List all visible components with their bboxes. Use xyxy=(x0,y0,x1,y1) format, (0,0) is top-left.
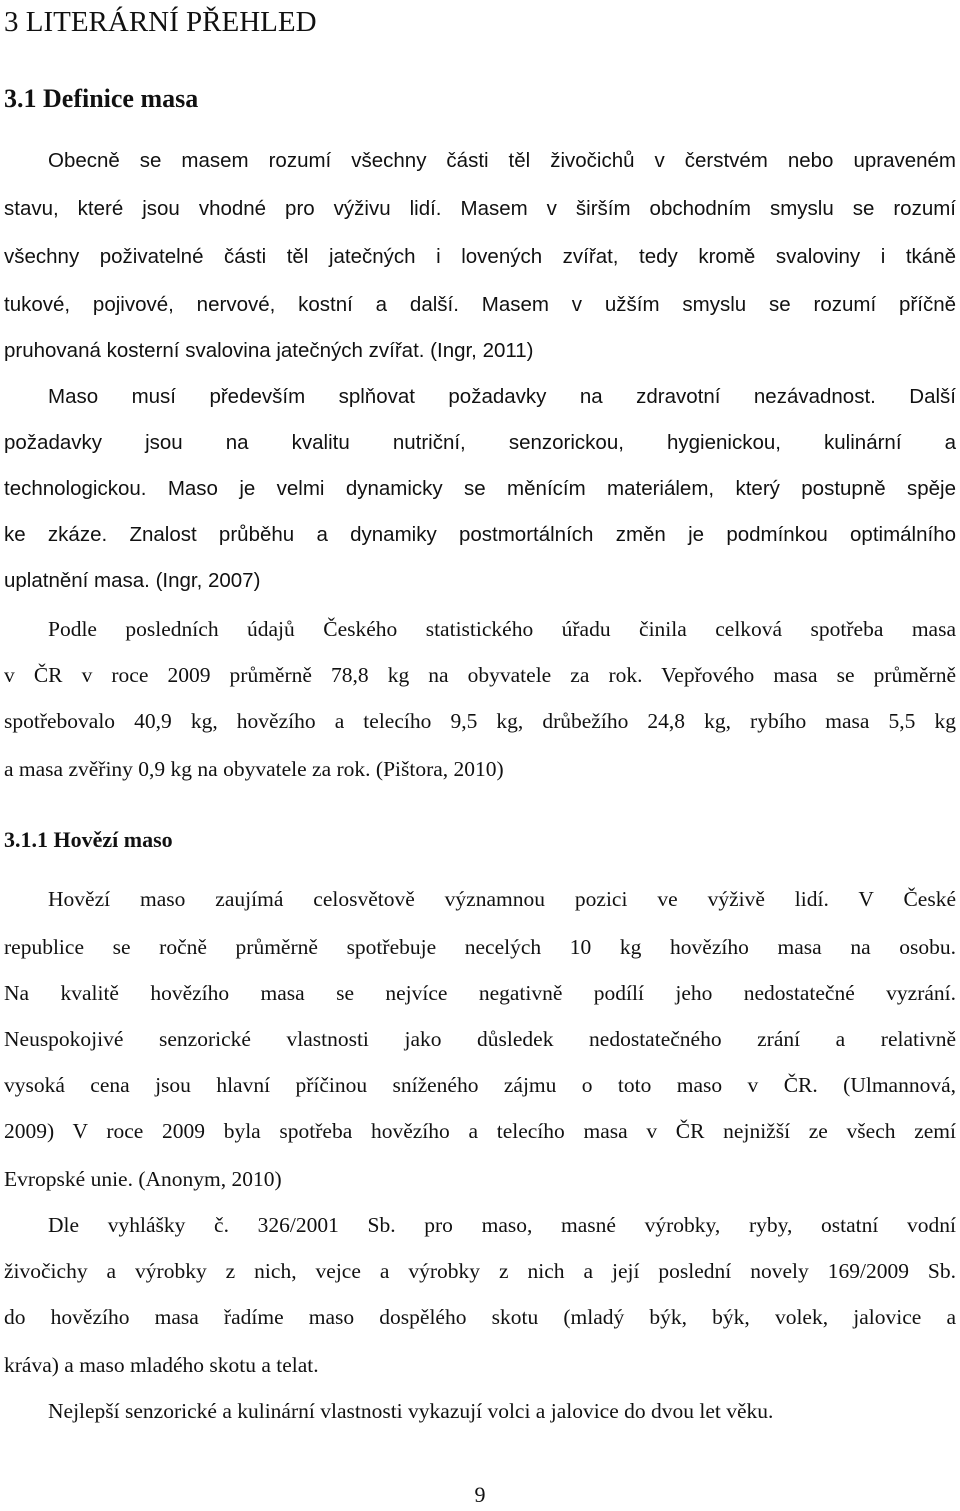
paragraph-line: 2009) V roce 2009 byla spotřeba hovězího a telecího masa v ČR nejnižší ze všech zemí xyxy=(4,1119,956,1143)
paragraph-line: Evropské unie. (Anonym, 2010) xyxy=(4,1167,282,1191)
paragraph-line: Hovězí maso zaujímá celosvětově významnou pozici ve výživě lidí. V České xyxy=(48,887,956,911)
paragraph-line: republice se ročně průměrně spotřebuje necelých 10 kg hovězího masa na osobu. xyxy=(4,935,956,959)
paragraph-line: Neuspokojivé senzorické vlastnosti jako důsledek nedostatečného zrání a relativně xyxy=(4,1027,956,1051)
subsection-heading: 3.1.1 Hovězí maso xyxy=(4,827,173,852)
paragraph-line: Dle vyhlášky č. 326/2001 Sb. pro maso, masné výrobky, ryby, ostatní vodní xyxy=(48,1213,956,1237)
paragraph-line: živočichy a výrobky z nich, vejce a výrobky z nich a její poslední novely 169/2009 Sb. xyxy=(4,1259,956,1283)
paragraph-line: Maso musí především splňovat požadavky na zdravotní nezávadnost. Další xyxy=(48,385,956,408)
paragraph-line: požadavky jsou na kvalitu nutriční, senzorickou, hygienickou, kulinární a xyxy=(4,431,956,454)
chapter-heading: 3 LITERÁRNÍ PŘEHLED xyxy=(4,6,317,38)
page-number: 9 xyxy=(474,1482,486,1507)
paragraph-line: uplatnění masa. (Ingr, 2007) xyxy=(4,569,261,592)
paragraph-line: Obecně se masem rozumí všechny části těl živočichů v čerstvém nebo upraveném xyxy=(48,149,956,172)
paragraph-line: všechny poživatelné části těl jatečných i lovených zvířat, tedy kromě svaloviny i tkáně xyxy=(4,245,956,268)
section-heading: 3.1 Definice masa xyxy=(4,84,199,113)
paragraph-line: do hovězího masa řadíme maso dospělého skotu (mladý býk, býk, volek, jalovice a xyxy=(4,1305,956,1329)
paragraph-line: spotřebovalo 40,9 kg, hovězího a telecího 9,5 kg, drůbežího 24,8 kg, rybího masa 5,5 kg xyxy=(4,709,956,733)
paragraph-line: a masa zvěřiny 0,9 kg na obyvatele za rok. (Pištora, 2010) xyxy=(4,757,504,781)
paragraph-line: vysoká cena jsou hlavní příčinou sníženého zájmu o toto maso v ČR. (Ulmannová, xyxy=(4,1073,956,1097)
paragraph-line: tukové, pojivové, nervové, kostní a další. Masem v užším smyslu se rozumí příčně xyxy=(4,293,956,316)
paragraph-line: Na kvalitě hovězího masa se nejvíce negativně podílí jeho nedostatečné vyzrání. xyxy=(4,981,956,1005)
paragraph-line: technologickou. Maso je velmi dynamicky se měnícím materiálem, který postupně spěje xyxy=(4,477,956,500)
paragraph-line: Nejlepší senzorické a kulinární vlastnosti vykazují volci a jalovice do dvou let věku. xyxy=(48,1399,774,1423)
paragraph-line: ke zkáze. Znalost průběhu a dynamiky postmortálních změn je podmínkou optimálního xyxy=(4,523,956,546)
paragraph-line: v ČR v roce 2009 průměrně 78,8 kg na obyvatele za rok. Vepřového masa se průměrně xyxy=(4,663,956,687)
paragraph-line: stavu, které jsou vhodné pro výživu lidí. Masem v širším obchodním smyslu se rozumí xyxy=(4,197,956,220)
paragraph-line: pruhovaná kosterní svalovina jatečných zvířat. (Ingr, 2011) xyxy=(4,339,534,362)
paragraph-line: kráva) a maso mladého skotu a telat. xyxy=(4,1353,319,1377)
paragraph-line: Podle posledních údajů Českého statistického úřadu činila celková spotřeba masa xyxy=(48,617,956,641)
